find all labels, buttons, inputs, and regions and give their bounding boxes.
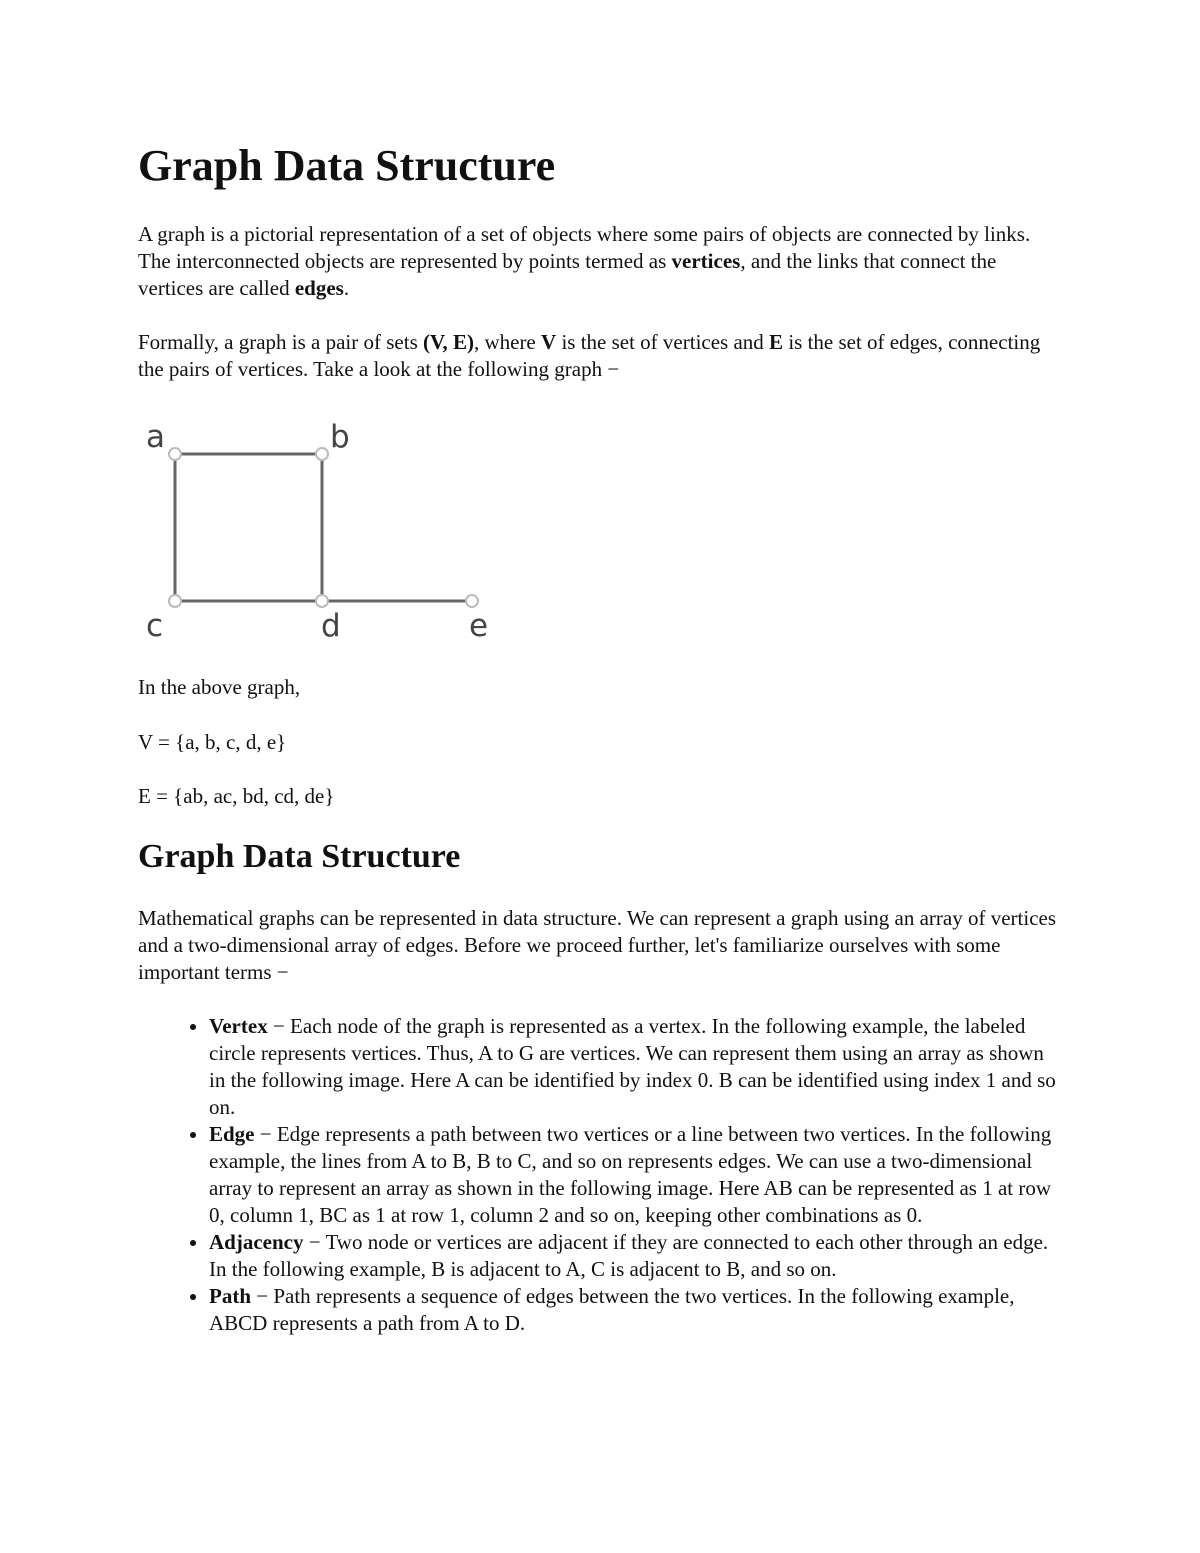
vertex-a-node (169, 448, 181, 460)
list-item (209, 1121, 1059, 1229)
formal-e: E (769, 330, 784, 354)
edge-set: E = {ab, ac, bd, cd, de} (138, 784, 335, 808)
term-description: − Each node of the graph is represented as a vertex. In the following example, the labeled circle represents vertices. Thus, A to G are vertices. We can represent them using an array as shown in the following image. Here A can be identified by index 0. B can be identified using index 1 and so on. (209, 1014, 1056, 1119)
formal-pair: (V, E) (423, 330, 474, 354)
intro-text-1: A graph is a pictorial representation of a set of objects where some pairs of objects are connected by links. The interconnected objects are represented by points termed as (138, 222, 1031, 273)
terms-list (138, 1013, 1059, 1337)
term-description: − Edge represents a path between two vertices or a line between two vertices. In the following example, the lines from A to B, B to C, and so on represents edges. We can use a two-dimensional array to represent an array as shown in the following image. Here AB can be represented as 1 at row 0, column 1, BC as 1 at row 1, column 2 and so on, keeping other combinations as 0. (209, 1122, 1052, 1227)
term-description: − Path represents a sequence of edges between the two vertices. In the following example, ABCD represents a path from A to D. (209, 1284, 1015, 1335)
vertex-d-node (316, 595, 328, 607)
term-edges: edges (294, 276, 344, 300)
intro-text-2: , and the links that connect the vertices are called (138, 249, 997, 300)
formal-text-4: is the set of edges, connecting the pairs of vertices. Take a look at the following graph − (138, 330, 1041, 381)
term-adjacency: Adjacency (209, 1230, 304, 1254)
list-item (209, 1229, 1059, 1283)
vertex-b-label: b (330, 419, 350, 455)
term-vertices: vertices (671, 249, 741, 273)
intro-text-3: . (343, 276, 350, 300)
formal-paragraph (138, 329, 1058, 383)
vertex-e-label: e (469, 608, 489, 644)
vertex-b-node (316, 448, 328, 460)
vertex-set: V = {a, b, c, d, e} (138, 730, 287, 754)
list-item (209, 1013, 1059, 1121)
vertex-e-node (466, 595, 478, 607)
formal-text-3: is the set of vertices and (556, 330, 770, 354)
term-vertex: Vertex (209, 1014, 268, 1038)
list-item (209, 1283, 1059, 1337)
graph-diagram (138, 418, 508, 648)
page-title: Graph Data Structure (138, 141, 556, 190)
term-description: − Two node or vertices are adjacent if they are connected to each other through an edge. In the following example, B is adjacent to A, C is adjacent to B, and so on. (209, 1230, 1049, 1281)
term-edge: Edge (209, 1122, 255, 1146)
above-graph-text: In the above graph, (138, 675, 301, 699)
formal-v: V (541, 330, 557, 354)
section-title: Graph Data Structure (138, 838, 461, 875)
formal-text-2: , where (473, 330, 542, 354)
section-intro: Mathematical graphs can be represented in data structure. We can represent a graph using an array of vertices and a two-dimensional array of edges. Before we proceed further, let's familiarize ourselves with some important terms − (138, 906, 1057, 984)
vertex-a-label: a (146, 419, 165, 455)
formal-text-1: Formally, a graph is a pair of sets (138, 330, 423, 354)
term-path: Path (209, 1284, 251, 1308)
vertex-c-label: c (146, 608, 164, 644)
intro-paragraph (138, 221, 1058, 302)
vertex-c-node (169, 595, 181, 607)
vertex-d-label: d (321, 608, 341, 644)
